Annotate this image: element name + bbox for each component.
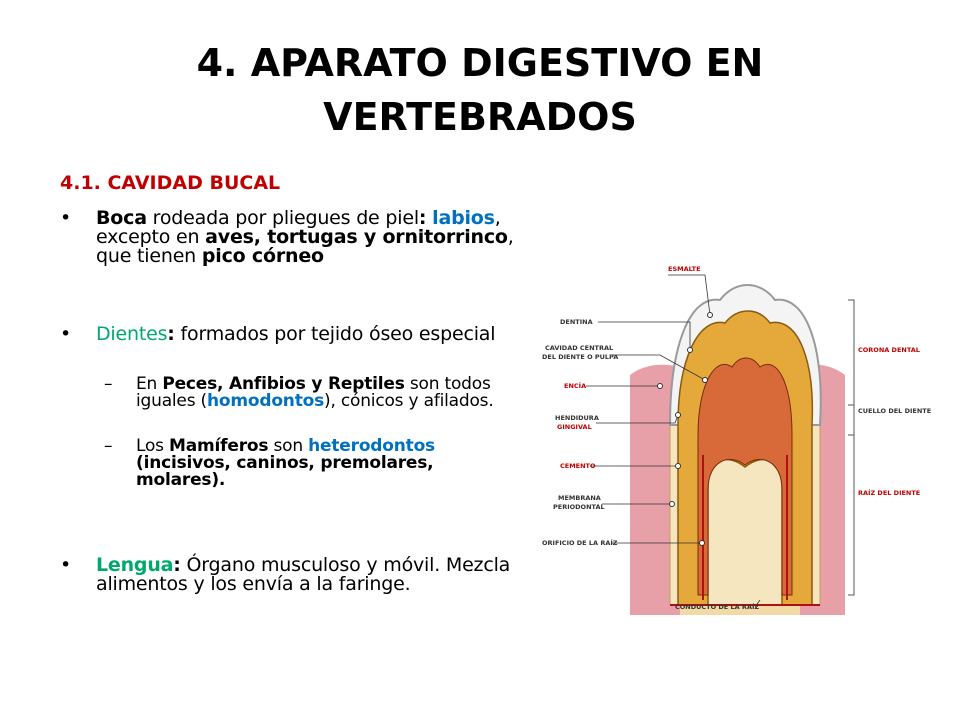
label-hendidura-1: HENDIDURA bbox=[555, 414, 599, 422]
text-segment: : bbox=[173, 554, 181, 576]
slide-title-line1: 4. APARATO DIGESTIVO EN bbox=[196, 41, 764, 85]
slide-title bbox=[0, 36, 960, 144]
marker-dot bbox=[688, 348, 693, 353]
label-orificio: ORIFICIO DE LA RAÍZ bbox=[542, 539, 618, 547]
bracket-corona bbox=[848, 300, 854, 405]
term-mamiferos: Mamíferos bbox=[169, 436, 269, 456]
text-segment: : bbox=[418, 207, 427, 229]
sub-bullet-homodontos-text bbox=[136, 376, 516, 410]
term-dientes: Dientes bbox=[96, 323, 168, 345]
term-tipos-dientes: (incisivos, caninos, premolares, molares). bbox=[136, 453, 434, 490]
bullet-lengua bbox=[60, 556, 515, 594]
marker-dot bbox=[703, 378, 708, 383]
dash-marker: – bbox=[104, 436, 113, 456]
term-lengua: Lengua bbox=[96, 554, 174, 576]
label-cuello: CUELLO DEL DIENTE bbox=[858, 407, 932, 415]
text-segment: Los bbox=[136, 436, 170, 456]
label-raiz: RAÍZ DEL DIENTE bbox=[858, 489, 921, 497]
label-hendidura-2: GINGIVAL bbox=[557, 423, 592, 431]
bullet-marker: • bbox=[60, 207, 72, 229]
text-segment: formados por tejido óseo especial bbox=[174, 323, 496, 345]
bracket-raiz bbox=[848, 435, 854, 595]
text-segment: , excepto en bbox=[96, 207, 501, 248]
text-segment: , que tienen bbox=[96, 226, 514, 267]
bracket-cuello bbox=[848, 405, 854, 435]
bullet-boca bbox=[60, 209, 515, 266]
text-segment: Órgano musculoso y móvil. Mezcla alimentos y los envía a la faringe. bbox=[96, 554, 511, 595]
dash-marker: – bbox=[104, 374, 113, 394]
sub-bullet-homodontos bbox=[104, 376, 516, 410]
term-labios: labios bbox=[432, 207, 495, 229]
label-esmalte: ESMALTE bbox=[668, 265, 701, 273]
text-segment: ), cónicos y afilados. bbox=[324, 391, 494, 411]
bullet-dientes bbox=[60, 325, 515, 344]
sub-bullet-heterodontos-text bbox=[136, 438, 516, 489]
label-conducto: CONDUCTO DE LA RAÍZ bbox=[675, 603, 760, 611]
section-heading: 4.1. CAVIDAD BUCAL bbox=[60, 172, 281, 194]
term-heterodontos: heterodontos bbox=[308, 436, 435, 456]
text-segment: En bbox=[136, 374, 163, 394]
bullet-marker: • bbox=[60, 323, 72, 345]
term-boca: Boca bbox=[96, 207, 147, 229]
bullet-dientes-text bbox=[96, 325, 515, 344]
term-peces-anfibios-reptiles: Peces, Anfibios y Reptiles bbox=[162, 374, 405, 394]
marker-dot bbox=[658, 384, 663, 389]
marker-dot bbox=[670, 502, 675, 507]
tooth-anatomy-diagram bbox=[520, 255, 950, 615]
label-cavidad-2: DEL DIENTE O PULPA bbox=[542, 353, 619, 361]
label-cavidad-1: CAVIDAD CENTRAL bbox=[545, 344, 614, 352]
label-corona: CORONA DENTAL bbox=[858, 346, 920, 354]
sub-bullet-heterodontos bbox=[104, 438, 516, 489]
label-membrana-2: PERIODONTAL bbox=[553, 503, 605, 511]
text-segment: : bbox=[167, 323, 175, 345]
marker-dot bbox=[676, 413, 681, 418]
text-segment: son todos iguales ( bbox=[136, 374, 491, 411]
label-membrana-1: MEMBRANA bbox=[558, 494, 601, 502]
bullet-boca-text bbox=[96, 209, 515, 266]
term-aves: aves, tortugas y ornitorrinco bbox=[205, 226, 508, 248]
marker-dot bbox=[700, 541, 705, 546]
label-encia: ENCÍA bbox=[564, 382, 587, 390]
text-segment: son bbox=[268, 436, 309, 456]
term-homodontos: homodontos bbox=[206, 391, 325, 411]
label-dentina: DENTINA bbox=[560, 318, 593, 326]
term-pico-corneo: pico córneo bbox=[201, 245, 324, 267]
bullet-lengua-text bbox=[96, 556, 515, 594]
marker-dot bbox=[676, 464, 681, 469]
text-segment: rodeada por pliegues de piel bbox=[146, 207, 419, 229]
bullet-marker: • bbox=[60, 554, 72, 576]
label-cemento: CEMENTO bbox=[560, 462, 596, 470]
slide-title-line2: VERTEBRADOS bbox=[323, 95, 637, 139]
marker-dot bbox=[708, 313, 713, 318]
